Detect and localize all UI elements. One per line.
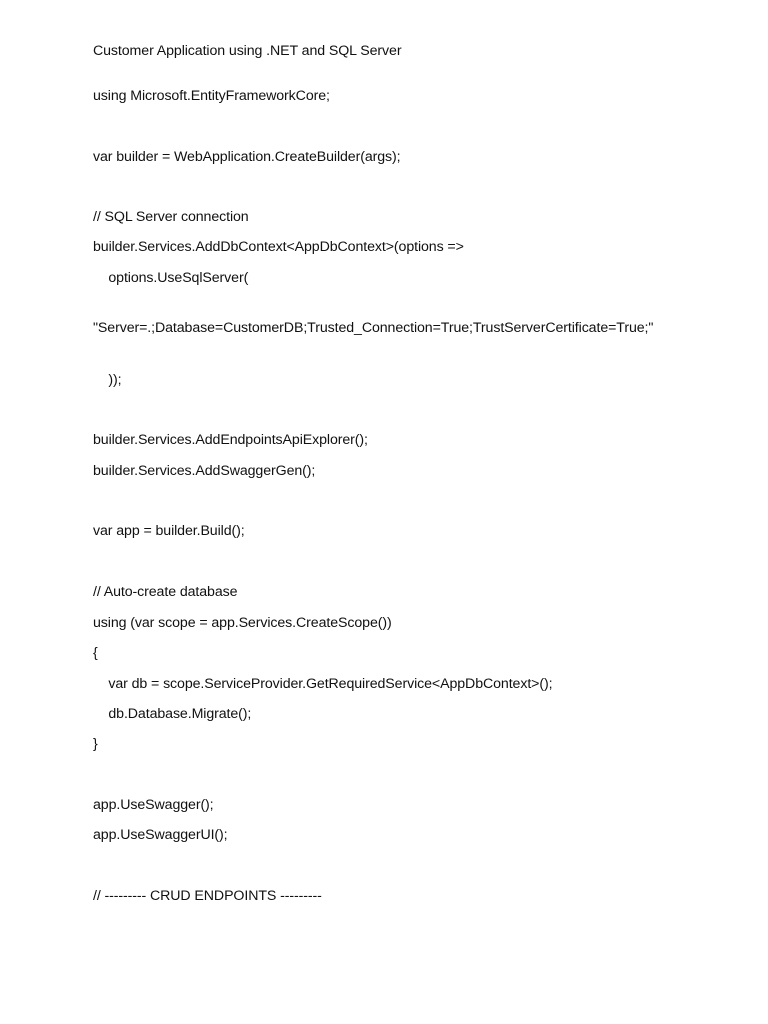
code-comment: // SQL Server connection	[93, 209, 249, 225]
code-line: app.UseSwagger();	[93, 797, 214, 813]
code-line: var app = builder.Build();	[93, 523, 245, 539]
code-line: options.UseSqlServer(	[93, 270, 249, 286]
code-line: using Microsoft.EntityFrameworkCore;	[93, 88, 330, 104]
code-line: using (var scope = app.Services.CreateScope())	[93, 615, 392, 631]
code-comment: // Auto-create database	[93, 584, 238, 600]
code-line: db.Database.Migrate();	[93, 706, 252, 722]
code-line: var builder = WebApplication.CreateBuilder(args);	[93, 149, 401, 165]
code-line: app.UseSwaggerUI();	[93, 827, 228, 843]
connection-string-line: "Server=.;Database=CustomerDB;Trusted_Connection=True;TrustServerCertificate=True;"	[93, 320, 654, 336]
code-line: ));	[93, 372, 122, 388]
document-title: Customer Application using .NET and SQL Server	[93, 43, 402, 59]
code-line: builder.Services.AddDbContext<AppDbContext>(options =>	[93, 239, 464, 255]
code-line: {	[93, 645, 98, 661]
code-line: var db = scope.ServiceProvider.GetRequiredService<AppDbContext>();	[93, 676, 553, 692]
code-line: builder.Services.AddSwaggerGen();	[93, 463, 316, 479]
code-line: }	[93, 736, 98, 752]
code-comment: // --------- CRUD ENDPOINTS ---------	[93, 888, 322, 904]
code-line: builder.Services.AddEndpointsApiExplorer();	[93, 432, 368, 448]
